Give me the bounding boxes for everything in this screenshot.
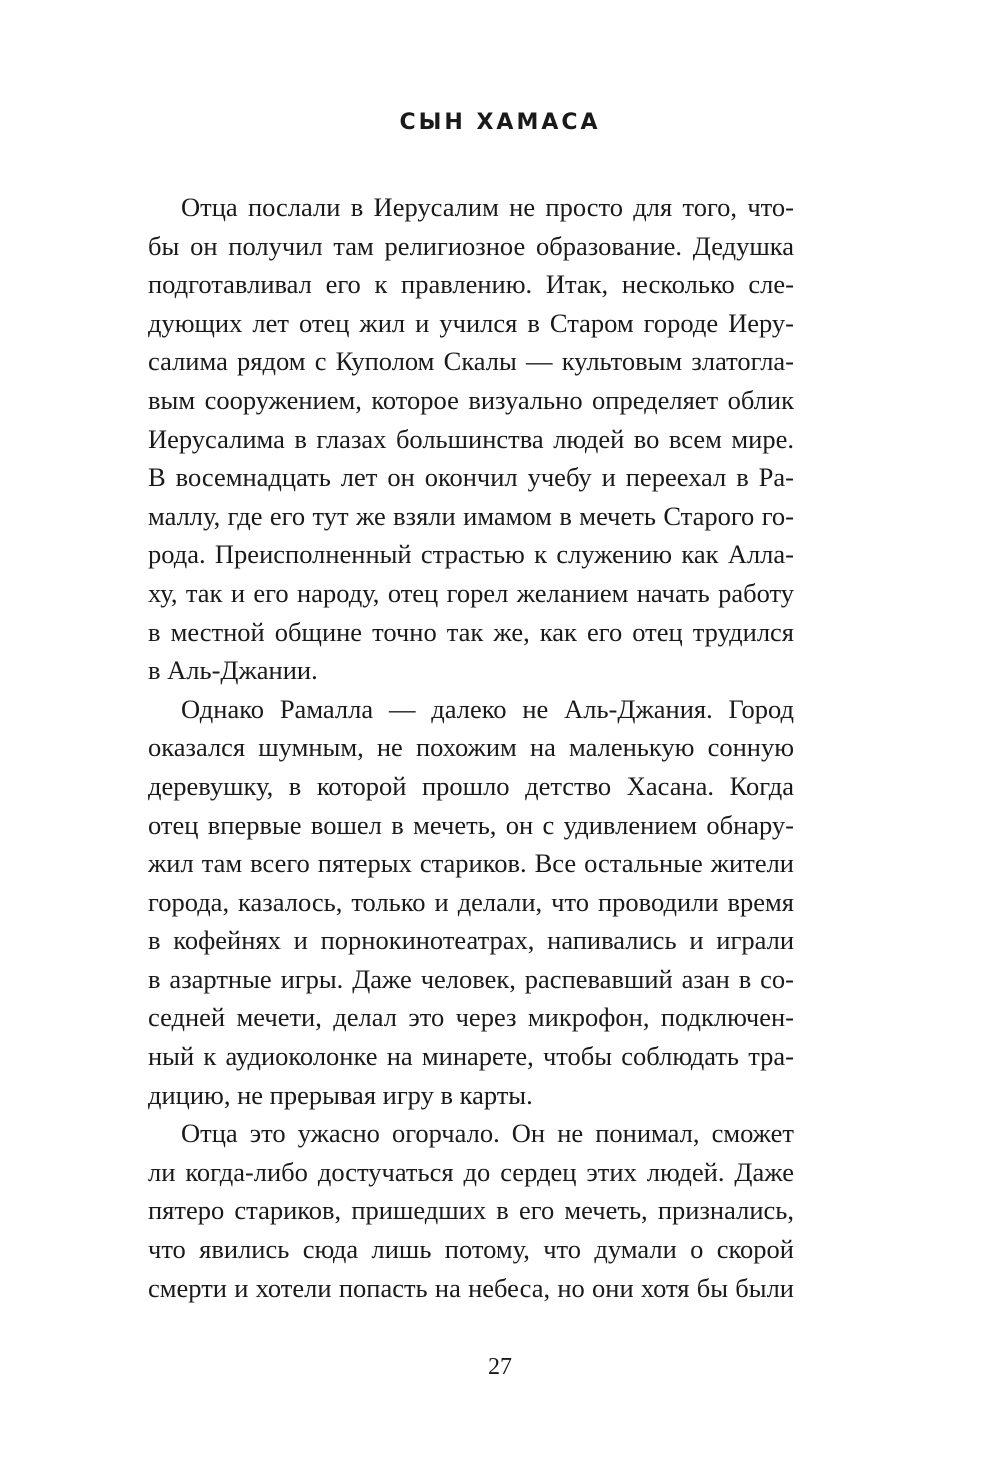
text-line: в азартные игры. Даже человек, распевавший азан в со-	[148, 963, 794, 994]
text-line: подготавливал его к правлению. Итак, несколько сле-	[148, 269, 794, 300]
text-line: В восемнадцать лет он окончил учебу и переехал в Ра-	[148, 462, 794, 493]
text-line: ху, так и его народу, отец горел желанием начать работу	[148, 577, 794, 608]
text-line: бы он получил там религиозное образование. Дедушка	[148, 230, 794, 261]
text-line: в местной общине точно так же, как его отец трудился	[148, 616, 794, 647]
text-line: что явились сюда лишь потому, что думали о скорой	[148, 1234, 794, 1265]
text-line: салима рядом с Куполом Скалы — культовым златогла-	[148, 346, 794, 377]
text-line: города, казалось, только и делали, что проводили время	[148, 886, 794, 917]
text-line: Однако Рамалла — далеко не Аль-Джания. Город	[181, 693, 794, 724]
text-line: седней мечети, делал это через микрофон, подключен-	[148, 1002, 794, 1033]
text-line: жил там всего пятерых стариков. Все остальные жители	[148, 848, 794, 879]
running-head-title: СЫН ХАМАСА	[399, 110, 601, 135]
page-number: 27	[488, 1354, 512, 1380]
text-line: пятеро стариков, пришедших в его мечеть, признались,	[148, 1195, 794, 1226]
text-line: Отца послали в Иерусалим не просто для того, что-	[181, 192, 794, 222]
body-text	[148, 188, 794, 1307]
text-line: вым сооружением, которое визуально определяет облик	[148, 384, 794, 415]
text-line: в кофейнях и порнокинотеатрах, напивались и играли	[148, 925, 794, 956]
text-line: в Аль-Джании.	[148, 655, 318, 686]
text-line: Отца это ужасно огорчало. Он не понимал, сможет	[181, 1118, 794, 1149]
text-line: Иерусалима в глазах большинства людей во всем мире.	[148, 423, 794, 454]
text-line: оказался шумным, не похожим на маленькую сонную	[148, 732, 794, 763]
text-line: смерти и хотели попасть на небеса, но они хотя бы были	[148, 1272, 794, 1303]
text-line: ный к аудиоколонке на минарете, чтобы соблюдать тра-	[148, 1041, 794, 1072]
text-line: отец впервые вошел в мечеть, он с удивлением обнару-	[148, 809, 794, 840]
text-line: ли когда-либо достучаться до сердец этих людей. Даже	[148, 1156, 794, 1187]
text-line: дующих лет отец жил и учился в Старом городе Иеру-	[148, 307, 794, 338]
text-line: маллу, где его тут же взяли имамом в мечеть Старого го-	[148, 500, 794, 531]
text-line: дицию, не прерывая игру в карты.	[148, 1079, 533, 1110]
text-line: деревушку, в которой прошло детство Хасана. Когда	[148, 770, 794, 801]
text-line: рода. Преисполненный страстью к служению как Алла-	[148, 539, 794, 570]
